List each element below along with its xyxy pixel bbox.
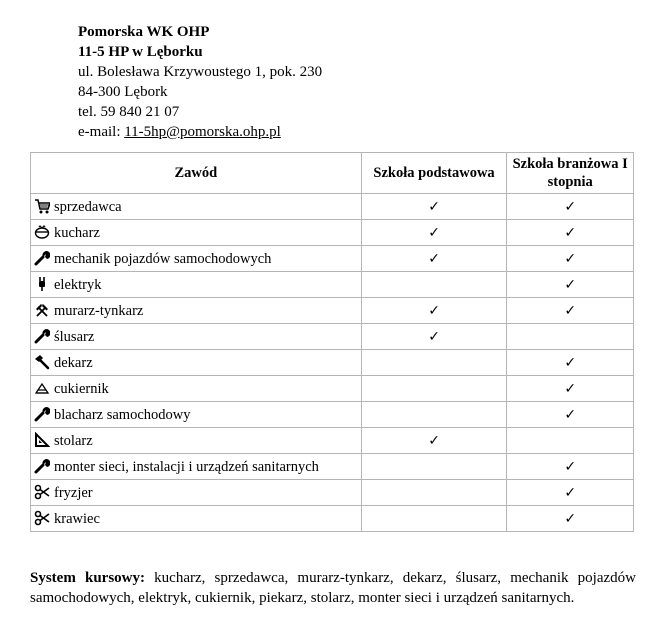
email-label: e-mail: [78,124,125,140]
podstawowa-cell [361,324,507,350]
header-zawod: Zawód [31,153,362,194]
profession-name: monter sieci, instalacji i urządzeń sanitarnych [54,458,319,475]
hammer-pick-icon [34,302,50,318]
checkmark-icon: ✓ [564,302,577,319]
profession-name: fryzjer [54,484,93,501]
profession-cell [31,324,362,350]
scissors-icon [34,510,50,526]
phone-line: tel. 59 840 21 07 [78,104,180,120]
profession-cell [31,298,362,324]
plug-icon [34,276,50,292]
professions-table [30,152,634,532]
checkmark-icon: ✓ [564,250,577,267]
profession-name: stolarz [54,432,93,449]
wrench-icon [34,328,50,344]
profession-name: blacharz samochodowy [54,406,191,423]
checkmark-icon: ✓ [428,198,440,215]
podstawowa-cell [361,194,507,220]
table-row [31,324,634,350]
profession-cell [31,402,362,428]
branzowa-cell [507,272,634,298]
checkmark-icon: ✓ [428,432,440,449]
email-link[interactable]: 11-5hp@pomorska.ohp.pl [124,124,281,140]
table-row [31,298,634,324]
branzowa-cell [507,480,634,506]
table-row [31,480,634,506]
podstawowa-cell [361,402,507,428]
branzowa-cell [507,506,634,532]
org-name: Pomorska WK OHP [78,24,210,40]
branzowa-cell [507,220,634,246]
course-system-text: kucharz, sprzedawca, murarz-tynkarz, dekarz, ślusarz, mechanik pojazdów samochodowych, elektryk, cukiernik, piekarz, stolarz, monter sieci i urządzeń sanitarnych. [30,570,636,606]
wrench-icon [34,250,50,266]
checkmark-icon: ✓ [564,380,577,397]
podstawowa-cell [361,220,507,246]
checkmark-icon: ✓ [564,224,577,241]
checkmark-icon: ✓ [564,354,577,371]
checkmark-icon: ✓ [564,484,577,501]
header-branzowa: Szkoła branżowa I stopnia [507,153,634,194]
profession-cell [31,428,362,454]
table-row [31,428,634,454]
profession-cell [31,454,362,480]
profession-name: dekarz [54,354,93,371]
profession-cell [31,272,362,298]
checkmark-icon: ✓ [564,276,577,293]
branzowa-cell [507,428,634,454]
course-system-label: System kursowy: [30,570,145,586]
table-row [31,246,634,272]
checkmark-icon: ✓ [428,224,440,241]
profession-name: ślusarz [54,328,95,345]
cooking-pot-icon [34,224,50,240]
table-row [31,350,634,376]
contact-header [78,22,322,142]
table-row [31,194,634,220]
profession-name: krawiec [54,510,100,527]
table-row [31,376,634,402]
checkmark-icon: ✓ [428,328,440,345]
table-row [31,402,634,428]
profession-cell [31,220,362,246]
profession-name: elektryk [54,276,102,293]
checkmark-icon: ✓ [428,250,440,267]
table-row [31,506,634,532]
profession-cell [31,376,362,402]
branzowa-cell [507,350,634,376]
profession-cell [31,246,362,272]
podstawowa-cell [361,506,507,532]
email-line [78,122,322,142]
podstawowa-cell [361,428,507,454]
profession-cell [31,350,362,376]
podstawowa-cell [361,298,507,324]
course-system-note [30,568,636,608]
unit-name: 11-5 HP w Lęborku [78,44,203,60]
branzowa-cell [507,402,634,428]
table-row [31,220,634,246]
header-podstawowa: Szkoła podstawowa [361,153,507,194]
podstawowa-cell [361,272,507,298]
profession-name: sprzedawca [54,198,122,215]
branzowa-cell [507,324,634,350]
podstawowa-cell [361,376,507,402]
cart-icon [34,198,50,214]
wrench-icon [34,406,50,422]
table-header-row [31,153,634,194]
checkmark-icon: ✓ [564,510,577,527]
profession-cell [31,480,362,506]
branzowa-cell [507,194,634,220]
city-line: 84-300 Lębork [78,84,168,100]
branzowa-cell [507,376,634,402]
hammer-icon [34,354,50,370]
cake-icon [34,380,50,396]
profession-name: cukiernik [54,380,109,397]
table-row [31,454,634,480]
profession-name: murarz-tynkarz [54,302,144,319]
checkmark-icon: ✓ [564,458,577,475]
set-square-icon [34,432,50,448]
branzowa-cell [507,246,634,272]
profession-cell [31,506,362,532]
wrench-icon [34,458,50,474]
table-row [31,272,634,298]
checkmark-icon: ✓ [564,406,577,423]
checkmark-icon: ✓ [428,302,440,319]
profession-name: kucharz [54,224,100,241]
podstawowa-cell [361,246,507,272]
profession-name: mechanik pojazdów samochodowych [54,250,272,267]
scissors-icon [34,484,50,500]
branzowa-cell [507,298,634,324]
address-line: ul. Bolesława Krzywoustego 1, pok. 230 [78,64,323,80]
podstawowa-cell [361,480,507,506]
checkmark-icon: ✓ [564,198,577,215]
branzowa-cell [507,454,634,480]
podstawowa-cell [361,454,507,480]
podstawowa-cell [361,350,507,376]
profession-cell [31,194,362,220]
